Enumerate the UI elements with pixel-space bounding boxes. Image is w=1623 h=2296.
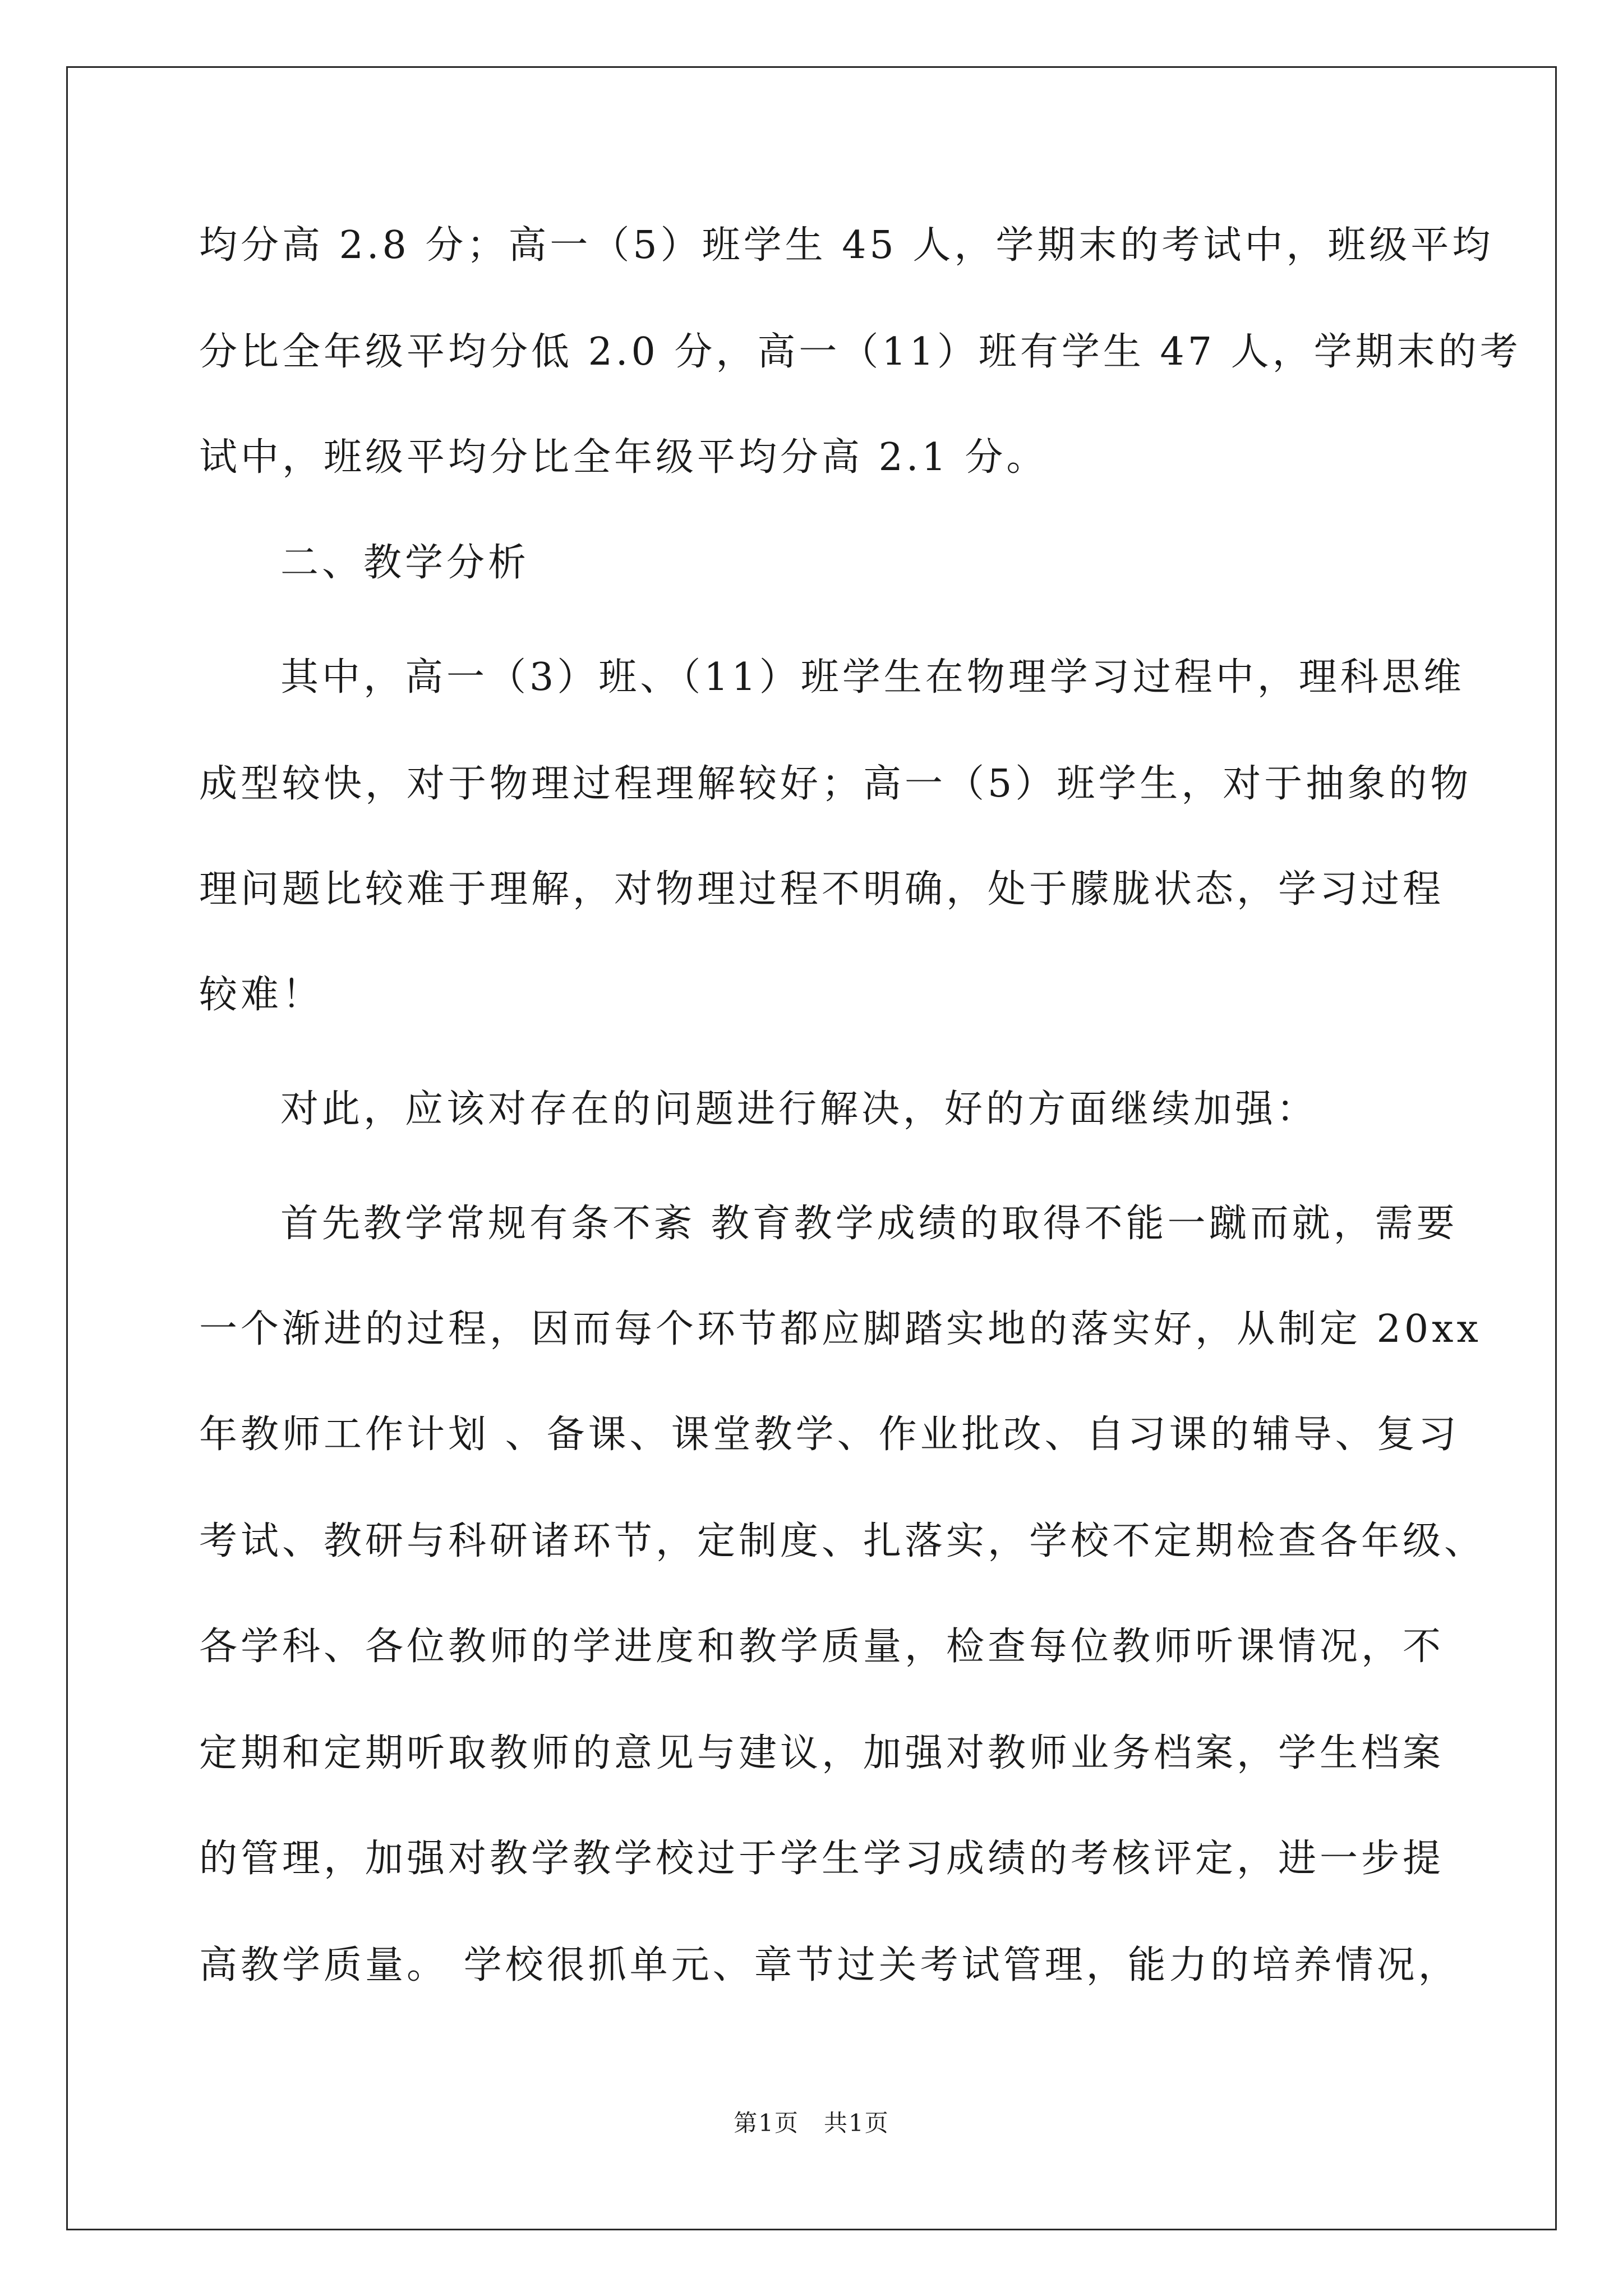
text-line: 高教学质量。 学校很抓单元、章节过关考试管理，能力的培养情况， xyxy=(199,1943,1460,1987)
text-line: 各学科、各位教师的学进度和教学质量，检查每位教师听课情况，不 xyxy=(199,1625,1445,1669)
text-line: 的管理，加强对教学教学校过于学生学习成绩的考核评定，进一步提 xyxy=(199,1837,1445,1881)
text-line: 成型较快，对于物理过程理解较好；高一（5）班学生，对于抽象的物 xyxy=(199,762,1472,806)
text-line: 首先教学常规有条不紊 教育教学成绩的取得不能一蹴而就，需要 xyxy=(280,1202,1458,1246)
text-line: 一个渐进的过程，因而每个环节都应脚踏实地的落实好，从制定 20xx xyxy=(199,1307,1482,1351)
section-heading: 二、教学分析 xyxy=(280,541,530,585)
text-line: 考试、教研与科研诸环节，定制度、扎落实，学校不定期检查各年级、 xyxy=(199,1519,1486,1563)
page-footer: 第1页 共1页 xyxy=(734,2109,889,2137)
text-line: 定期和定期听取教师的意见与建议，加强对教师业务档案，学生档案 xyxy=(199,1731,1445,1775)
text-line: 较难！ xyxy=(199,973,324,1017)
text-line: 理问题比较难于理解，对物理过程不明确，处于朦胧状态，学习过程 xyxy=(199,867,1445,912)
text-line: 试中，班级平均分比全年级平均分高 2.1 分。 xyxy=(199,435,1048,480)
text-line: 对此，应该对存在的问题进行解决，好的方面继续加强： xyxy=(280,1087,1318,1131)
text-line: 分比全年级平均分低 2.0 分，高一（11）班有学生 47 人，学期末的考 xyxy=(199,330,1521,374)
text-line: 年教师工作计划 、备课、课堂教学、作业批改、自习课的辅导、复习 xyxy=(199,1412,1460,1457)
text-line: 其中，高一（3）班、（11）班学生在物理学习过程中，理科思维 xyxy=(280,655,1465,700)
text-line: 均分高 2.8 分；高一（5）班学生 45 人，学期末的考试中，班级平均 xyxy=(199,223,1494,268)
page-border xyxy=(66,66,1557,2230)
